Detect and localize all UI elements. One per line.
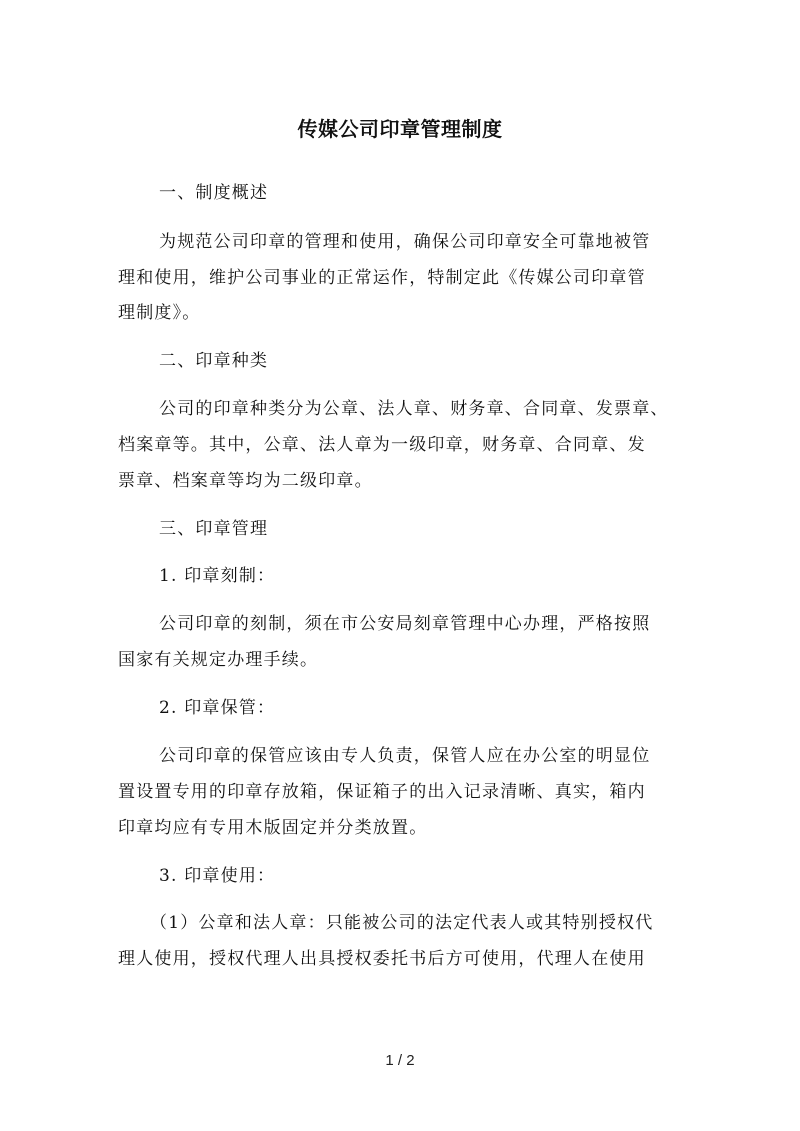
paragraph-line: 理人使用，授权代理人出具授权委托书后方可使用，代理人在使用	[118, 949, 646, 969]
subheading-seal-usage: 3. 印章使用：	[159, 866, 276, 886]
paragraph-line: 公司的印章种类分为公章、法人章、财务章、合同章、发票章、	[159, 399, 669, 419]
paragraph-line: 置设置专用的印章存放箱，保证箱子的出入记录清晰、真实，箱内	[118, 782, 646, 802]
page-number: 1 / 2	[385, 1052, 415, 1069]
subheading-seal-custody: 2. 印章保管：	[159, 698, 276, 718]
paragraph-line: 公司印章的保管应该由专人负责，保管人应在办公室的明显位	[159, 746, 651, 766]
paragraph-line: 国家有关规定办理手续。	[118, 650, 319, 670]
document-title: 传媒公司印章管理制度	[297, 117, 503, 141]
subheading-seal-engraving: 1. 印章刻制：	[159, 566, 276, 586]
paragraph-line: 票章、档案章等均为二级印章。	[118, 471, 373, 491]
paragraph-line: 为规范公司印章的管理和使用，确保公司印章安全可靠地被管	[159, 232, 651, 252]
section-heading-seal-types: 二、印章种类	[159, 351, 269, 371]
paragraph-line: 档案章等。其中，公章、法人章为一级印章，财务章、合同章、发	[118, 435, 646, 455]
paragraph-line: 印章均应有专用木版固定并分类放置。	[118, 818, 428, 838]
section-heading-overview: 一、制度概述	[159, 183, 269, 203]
paragraph-line: 理和使用，维护公司事业的正常运作，特制定此《传媒公司印章管	[118, 268, 646, 288]
paragraph-line: 公司印章的刻制，须在市公安局刻章管理中心办理，严格按照	[159, 614, 651, 634]
paragraph-line: 理制度》。	[118, 303, 201, 323]
section-heading-seal-management: 三、印章管理	[159, 519, 269, 539]
paragraph-line: （1）公章和法人章：只能被公司的法定代表人或其特别授权代	[150, 913, 654, 933]
